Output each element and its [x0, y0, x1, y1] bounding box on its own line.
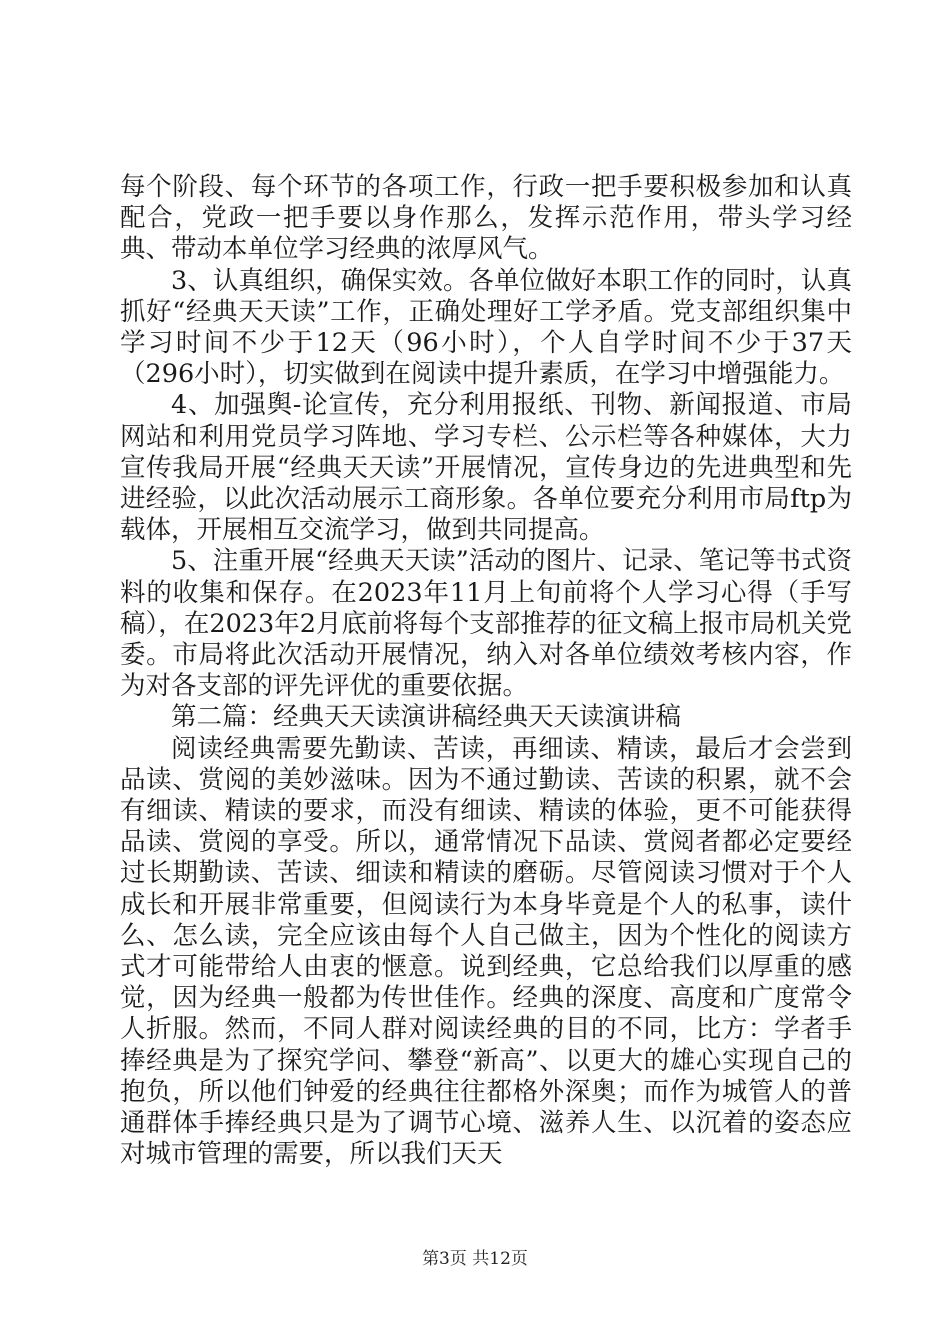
section-heading: 第二篇：经典天天读演讲稿经典天天读演讲稿: [171, 702, 682, 733]
body-paragraph-continued: 每个阶段、每个环节的各项工作，行政一把手要积极参加和认真配合，党政一把手要以身作那么，发挥示范作用，带头学习经典、带动本单位学习经典的浓厚风气。: [120, 172, 852, 265]
body-paragraph-item-4: 4、加强舆-论宣传，充分利用报纸、刊物、新闻报道、市局网站和利用党员学习阵地、学习专栏、公示栏等各种媒体，大力宣传我局开展“经典天天读”开展情况，宣传身边的先进典型和先进经验，以此次活动展示工商形象。各单位要充分利用市局ftp为载体，开展相互交流学习，做到共同提高。: [120, 390, 852, 546]
page-number-footer: 第3页 共12页: [422, 1249, 528, 1269]
body-paragraph-item-5: 5、注重开展“经典天天读”活动的图片、记录、笔记等书式资料的收集和保存。在2023年11月上旬前将个人学习心得（手写稿），在2023年2月底前将每个支部推荐的征文稿上报市局机关党委。市局将此次活动开展情况，纳入对各单位绩效考核内容，作为对各支部的评先评优的重要依据。: [120, 546, 852, 702]
body-paragraph-item-3: 3、认真组织，确保实效。各单位做好本职工作的同时，认真抓好“经典天天读”工作，正确处理好工学矛盾。党支部组织集中学习时间不少于12天（96小时），个人自学时间不少于37天（296小时），切实做到在阅读中提升素质，在学习中增强能力。: [120, 265, 852, 390]
body-paragraph-speech: 阅读经典需要先勤读、苦读，再细读、精读，最后才会尝到品读、赏阅的美妙滋味。因为不通过勤读、苦读的积累，就不会有细读、精读的要求，而没有细读、精读的体验，更不可能获得品读、赏阅的享受。所以，通常情况下品读、赏阅者都必定要经过长期勤读、苦读、细读和精读的磨砺。尽管阅读习惯对于个人成长和开展非常重要，但阅读行为本身毕竟是个人的私事，读什么、怎么读，完全应该由每个人自己做主，因为个性化的阅读方式才可能带给人由衷的惬意。说到经典，它总给我们以厚重的感觉，因为经典一般都为传世佳作。经典的深度、高度和广度常令人折服。然而，不同人群对阅读经典的目的不同，比方：学者手捧经典是为了探究学问、攀登“新高”、以更大的雄心实现自己的抱负，所以他们钟爱的经典往往都格外深奥；而作为城管人的普通群体手捧经典只是为了调节心境、滋养人生、以沉着的姿态应对城市管理的需要，所以我们天天: [120, 733, 852, 1170]
document-body: [120, 172, 852, 1171]
